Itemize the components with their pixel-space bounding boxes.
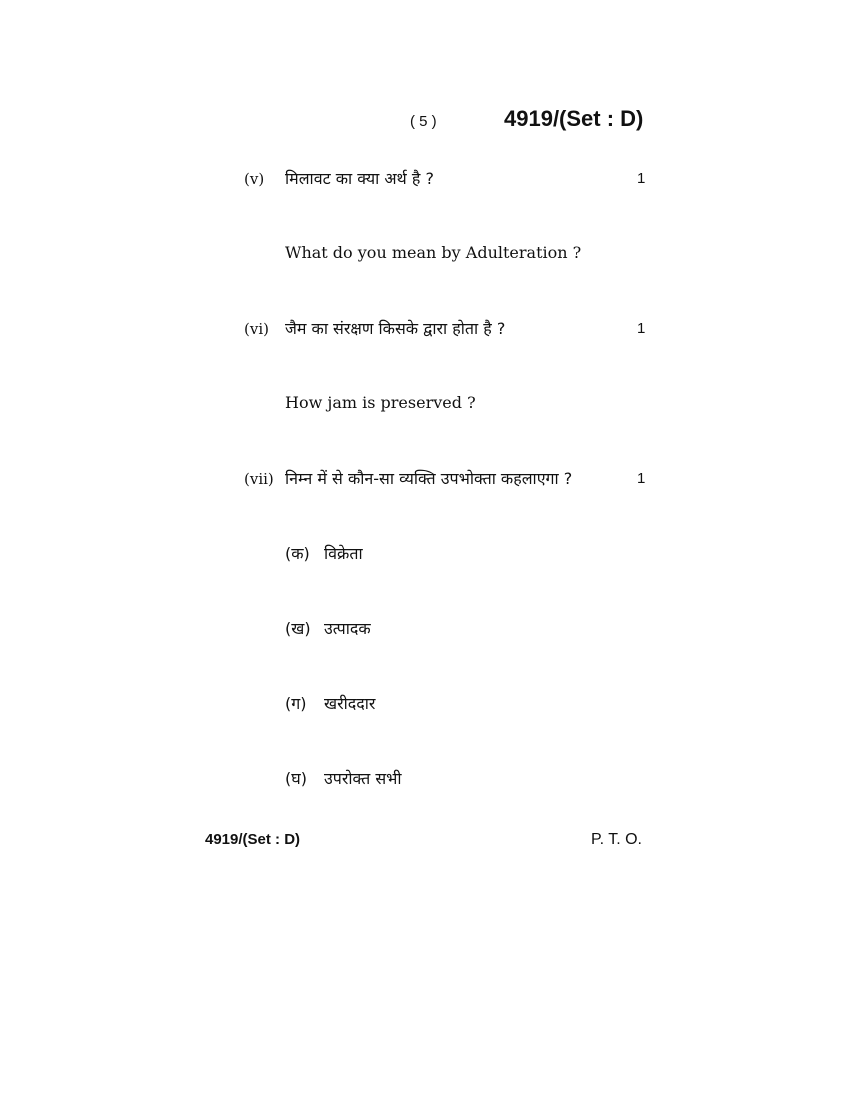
question-number: (vi) bbox=[244, 320, 269, 338]
option-text: खरीददार bbox=[324, 694, 376, 713]
paper-code-header: 4919/(Set : D) bbox=[504, 106, 644, 131]
question-marks: 1 bbox=[637, 170, 646, 187]
paper-code-footer: 4919/(Set : D) bbox=[205, 831, 301, 848]
question-marks: 1 bbox=[637, 320, 646, 337]
page-number: ( 5 ) bbox=[410, 113, 437, 130]
option-text: विक्रेता bbox=[324, 544, 363, 563]
option-label: (ख) bbox=[285, 619, 311, 638]
option-text: उपरोक्त सभी bbox=[324, 769, 402, 788]
question-text-english: How jam is preserved ? bbox=[285, 393, 476, 412]
option-text: उत्पादक bbox=[324, 619, 371, 638]
question-text-hindi: जैम का संरक्षण किसके द्वारा होता है ? bbox=[285, 319, 506, 338]
pto-label: P. T. O. bbox=[591, 831, 642, 848]
option-label: (ग) bbox=[285, 694, 307, 713]
option-label: (घ) bbox=[285, 769, 307, 788]
question-marks: 1 bbox=[637, 470, 646, 487]
question-number: (vii) bbox=[244, 470, 274, 488]
option-label: (क) bbox=[285, 544, 310, 563]
question-text-hindi: मिलावट का क्या अर्थ है ? bbox=[285, 169, 434, 188]
question-number: (v) bbox=[244, 170, 265, 188]
question-text-english: What do you mean by Adulteration ? bbox=[285, 243, 582, 262]
question-text-hindi: निम्न में से कौन-सा व्यक्ति उपभोक्ता कहलाएगा ? bbox=[285, 469, 573, 488]
